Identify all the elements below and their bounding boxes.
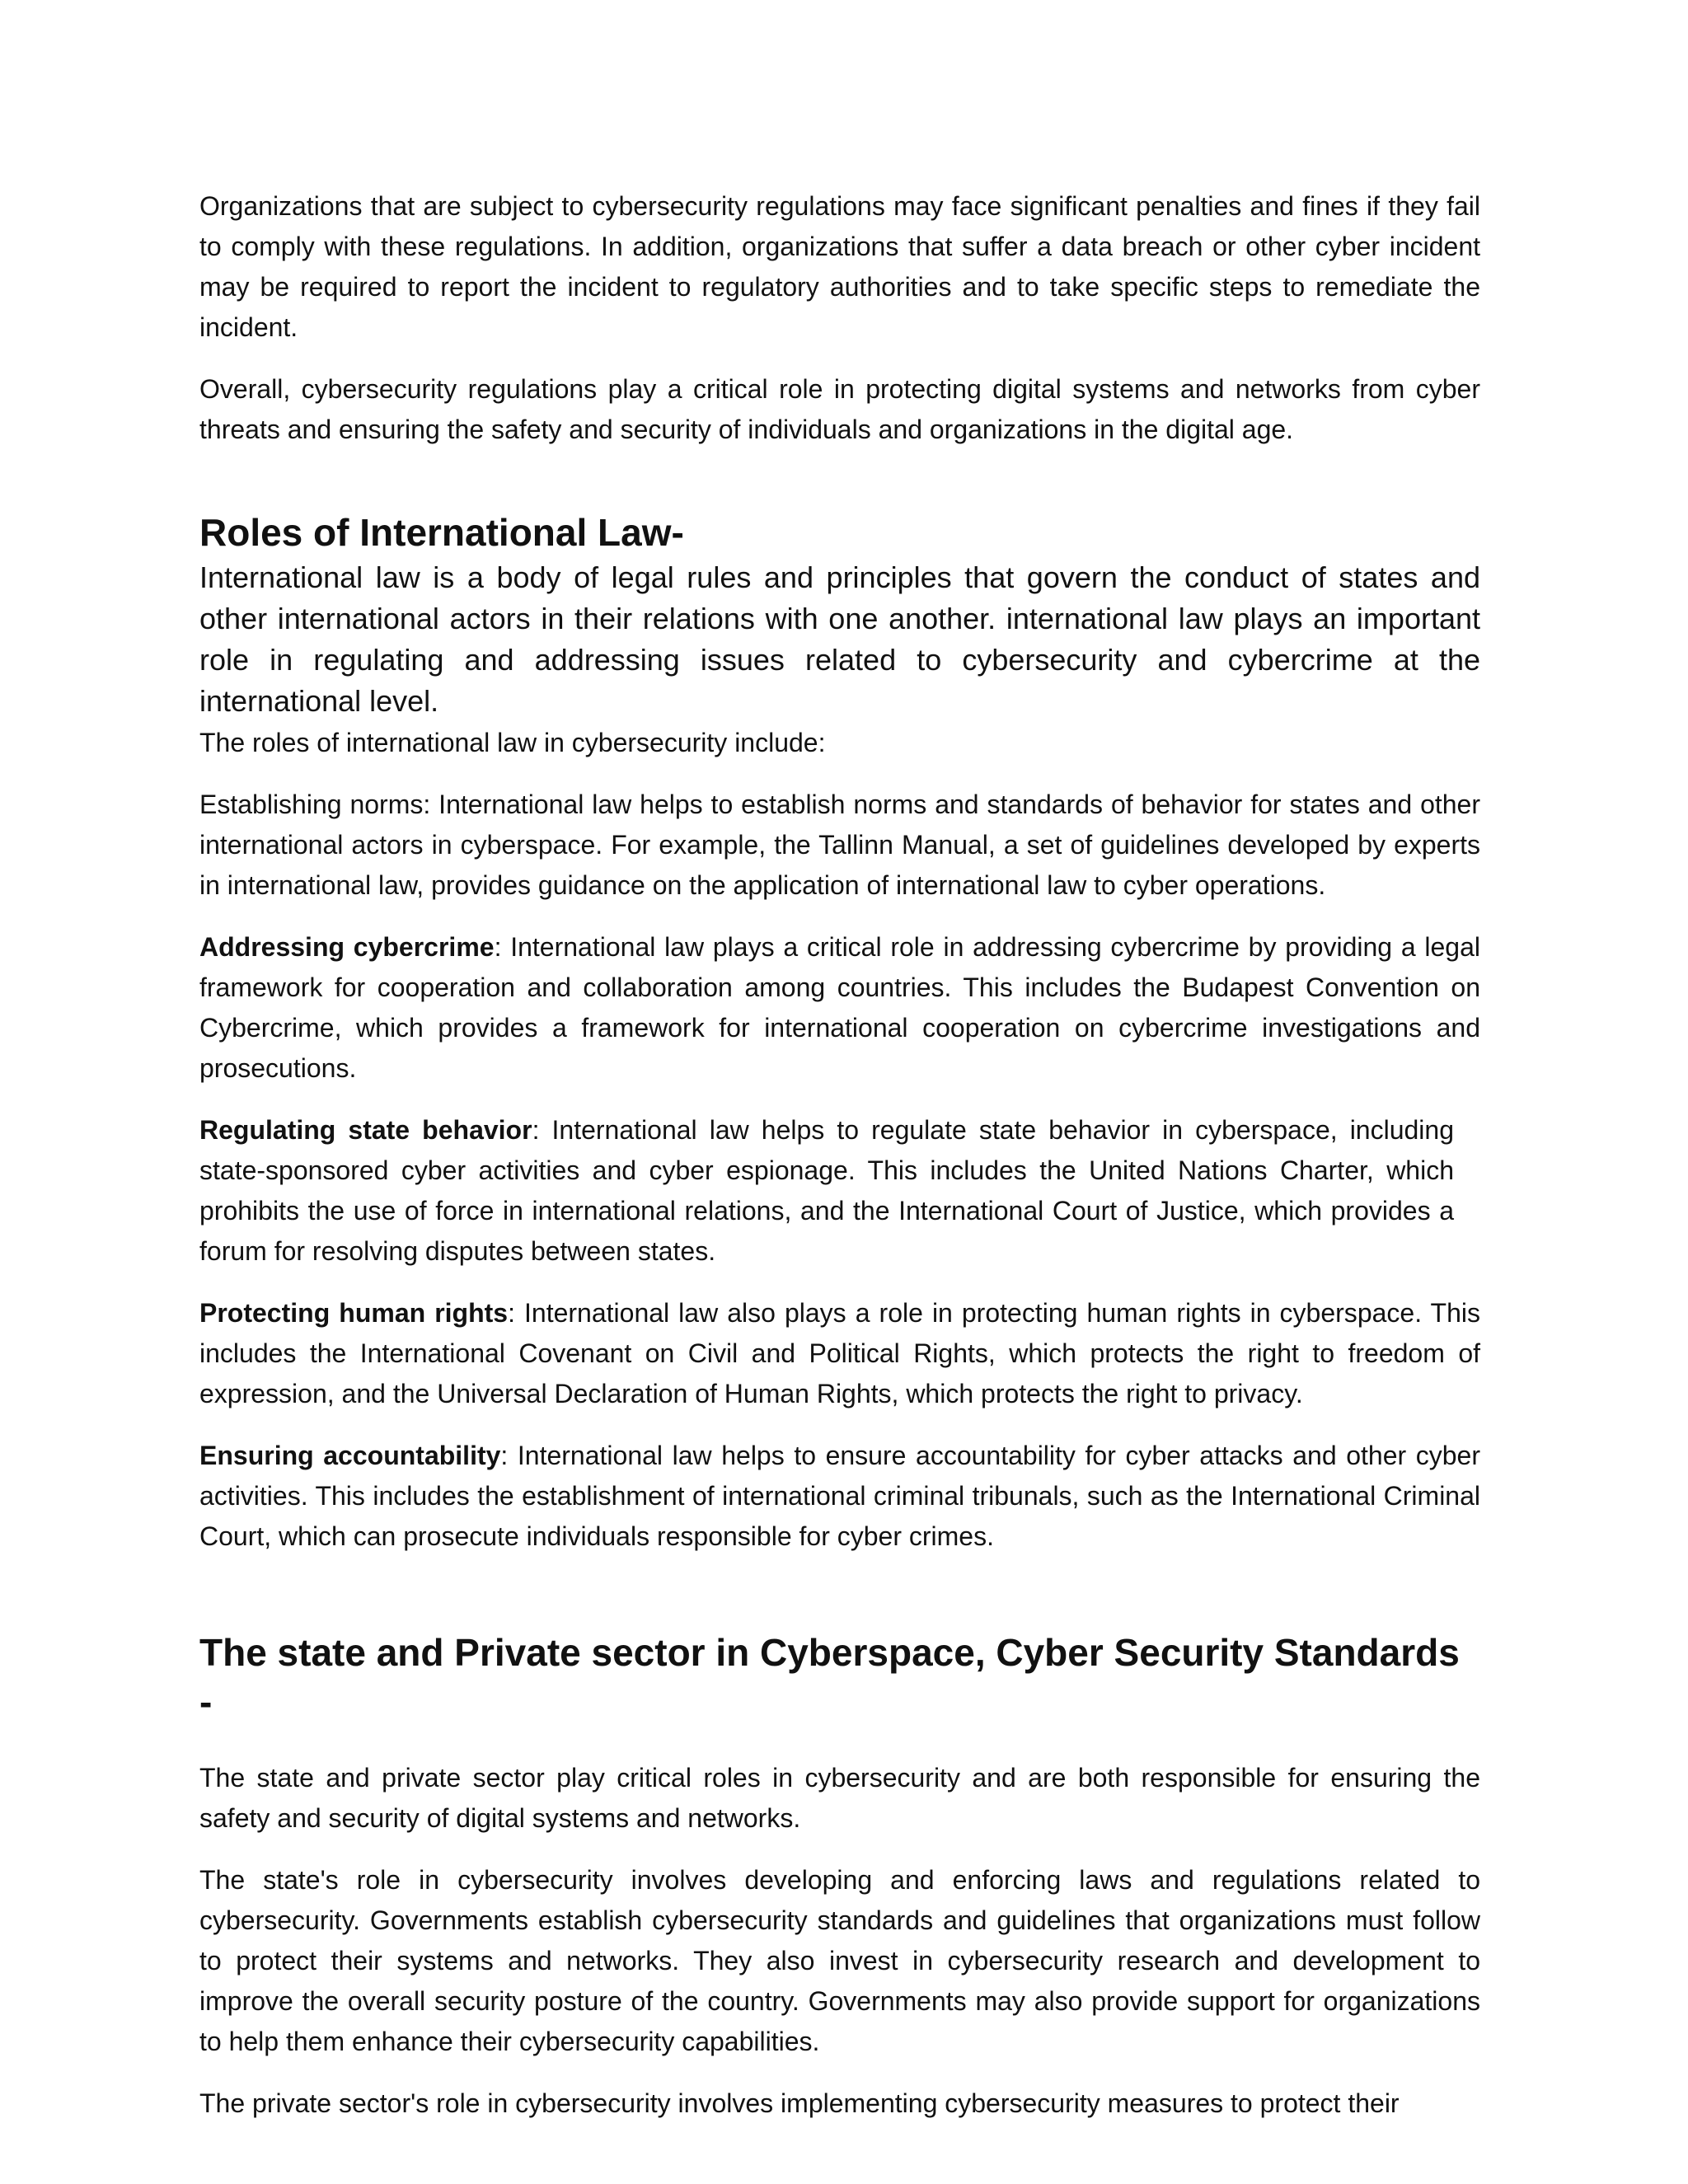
term-ensuring-accountability: Ensuring accountability [199, 1441, 501, 1470]
term-addressing-cybercrime: Addressing cybercrime [199, 932, 495, 962]
term-protecting-human-rights: Protecting human rights [199, 1298, 509, 1328]
paragraph-establishing-norms: Establishing norms: International law helps to establish norms and standards of behavior for states and other international actors in cyberspace. For example, the Tallinn Manual, a set of guidelines developed by experts in international law, provides guidance on the application of international law to cyber operations. [199, 790, 1480, 900]
item-ensuring-accountability [199, 1436, 1480, 1557]
heading-state-private-sector: The state and Private sector in Cyberspace, Cyber Security Standards - [199, 1631, 1460, 1723]
document-page [199, 186, 1480, 2124]
text-regulating-state-behavior: : International law helps to regulate state behavior in cyberspace, including state-sponsored cyber activities and cyber espionage. This includes the United Nations Charter, which prohibits the use of force in international relations, and the International Court of Justice, which provides a forum for resolving disputes between states. [199, 1115, 1455, 1266]
paragraph-state-private-roles: The state and private sector play critical roles in cybersecurity and are both responsible for ensuring the safety and security of digital systems and networks. [199, 1763, 1480, 1833]
paragraph-private-role: The private sector's role in cybersecurity involves implementing cybersecurity measures to protect their [199, 2088, 1400, 2118]
heading-roles-international-law: Roles of International Law- [199, 511, 684, 554]
item-regulating-state-behavior [199, 1110, 1454, 1272]
paragraph-state-role: The state's role in cybersecurity involves developing and enforcing laws and regulations related to cybersecurity. Governments establish cybersecurity standards and guidelines that organizations must follow to protect their systems and networks. They also invest in cybersecurity research and development to improve the overall security posture of the country. Governments may also provide support for organizations to help them enhance their cybersecurity capabilities. [199, 1865, 1480, 2056]
paragraph-roles-lead: The roles of international law in cybersecurity include: [199, 728, 826, 757]
paragraph-overall: Overall, cybersecurity regulations play a critical role in protecting digital systems and networks from cyber threats and ensuring the safety and security of individuals and organizations in the digital age. [199, 374, 1480, 444]
item-protecting-human-rights [199, 1293, 1480, 1414]
item-addressing-cybercrime [199, 927, 1480, 1089]
text-ensuring-accountability: : International law helps to ensure accountability for cyber attacks and other cyber activities. This includes the establishment of international criminal tribunals, such as the International Criminal Court, which can prosecute individuals responsible for cyber crimes. [199, 1441, 1481, 1551]
text-addressing-cybercrime: : International law plays a critical role in addressing cybercrime by providing a legal framework for cooperation and collaboration among countries. This includes the Budapest Convention on Cybercrime, which provides a framework for international cooperation on cybercrime investigations and prosecutions. [199, 932, 1481, 1083]
paragraph-penalties: Organizations that are subject to cybersecurity regulations may face significant penalties and fines if they fail to comply with these regulations. In addition, organizations that suffer a data breach or other cyber incident may be required to report the incident to regulatory authorities and to take specific steps to remediate the incident. [199, 191, 1480, 342]
text-protecting-human-rights: : International law also plays a role in protecting human rights in cyberspace. This includes the International Covenant on Civil and Political Rights, which protects the right to freedom of expression, and the Universal Declaration of Human Rights, which protects the right to privacy. [199, 1298, 1481, 1408]
term-regulating-state-behavior: Regulating state behavior [199, 1115, 532, 1145]
paragraph-international-law-intro: International law is a body of legal rules and principles that govern the conduct of states and other international actors in their relations with one another. international law plays an important role in regulating and addressing issues related to cybersecurity and cybercrime at the international level. [199, 560, 1480, 718]
